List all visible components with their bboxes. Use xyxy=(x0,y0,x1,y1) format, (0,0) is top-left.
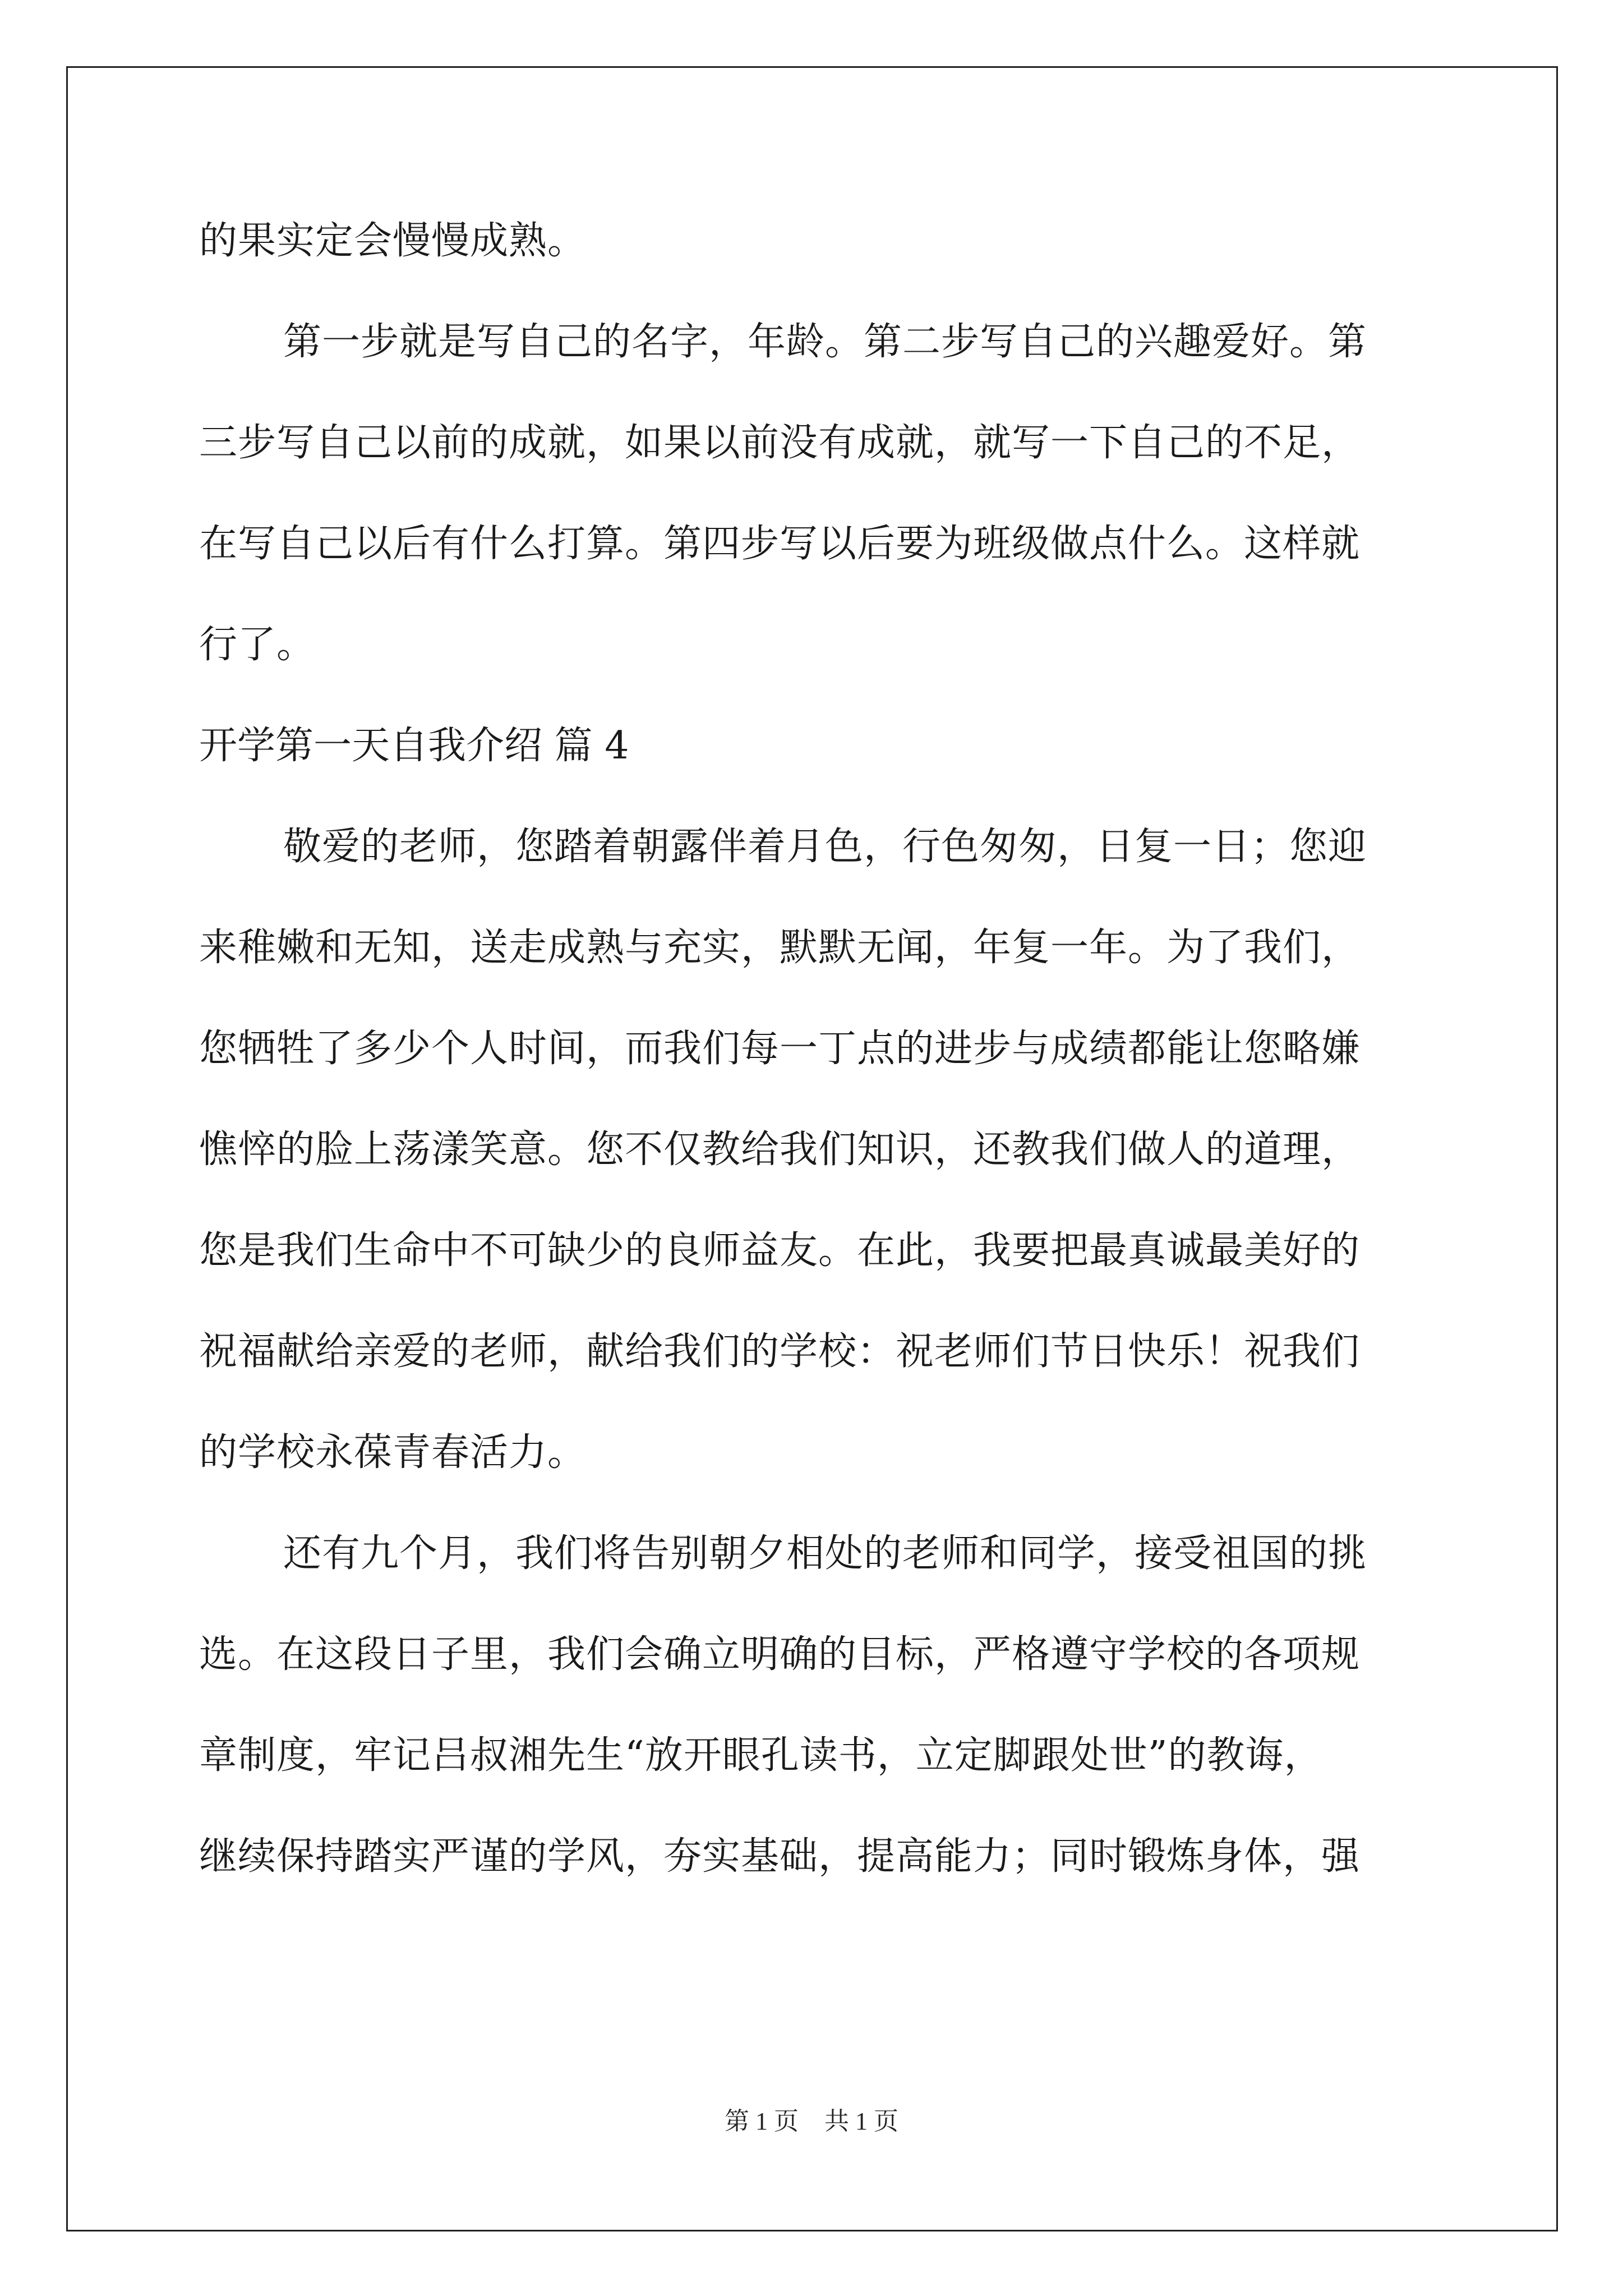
text-line: 的学校永葆青春活力。 xyxy=(199,1430,587,1475)
text-line: 的果实定会慢慢成熟。 xyxy=(199,219,587,263)
text-line: 选。在这段日子里，我们会确立明确的目标，严格遵守学校的各项规 xyxy=(199,1632,1361,1677)
text-line: 憔悴的脸上荡漾笑意。您不仅教给我们知识，还教我们做人的道理， xyxy=(199,1128,1361,1172)
text-line: 章制度，牢记吕叔湘先生“放开眼孔读书，立定脚跟处世”的教诲， xyxy=(199,1733,1323,1778)
text-line: 您牺牲了多少个人时间，而我们每一丁点的进步与成绩都能让您略嫌 xyxy=(199,1027,1361,1071)
page-number-current: 第 1 页 xyxy=(725,2108,799,2135)
page-footer xyxy=(0,2101,1623,2137)
section-heading: 开学第一天自我介绍 篇 4 xyxy=(199,724,629,768)
text-line: 第一步就是写自己的名字，年龄。第二步写自己的兴趣爱好。第 xyxy=(283,320,1367,364)
text-line: 您是我们生命中不可缺少的良师益友。在此，我要把最真诚最美好的 xyxy=(199,1228,1361,1273)
text-line: 祝福献给亲爱的老师，献给我们的学校：祝老师们节日快乐！祝我们 xyxy=(199,1329,1361,1374)
text-line: 三步写自己以前的成就，如果以前没有成就，就写一下自己的不足， xyxy=(199,421,1361,465)
text-line: 继续保持踏实严谨的学风，夯实基础，提高能力；同时锻炼身体，强 xyxy=(199,1834,1361,1879)
text-line: 行了。 xyxy=(199,623,316,667)
text-line: 敬爱的老师，您踏着朝露伴着月色，行色匆匆，日复一日；您迎 xyxy=(283,825,1367,869)
text-line: 还有九个月，我们将告别朝夕相处的老师和同学，接受祖国的挑 xyxy=(283,1531,1367,1576)
text-line: 在写自己以后有什么打算。第四步写以后要为班级做点什么。这样就 xyxy=(199,522,1361,566)
page-number-total: 共 1 页 xyxy=(824,2108,898,2135)
text-line: 来稚嫩和无知，送走成熟与充实，默默无闻，年复一年。为了我们， xyxy=(199,926,1361,970)
document-body xyxy=(199,191,1433,1907)
